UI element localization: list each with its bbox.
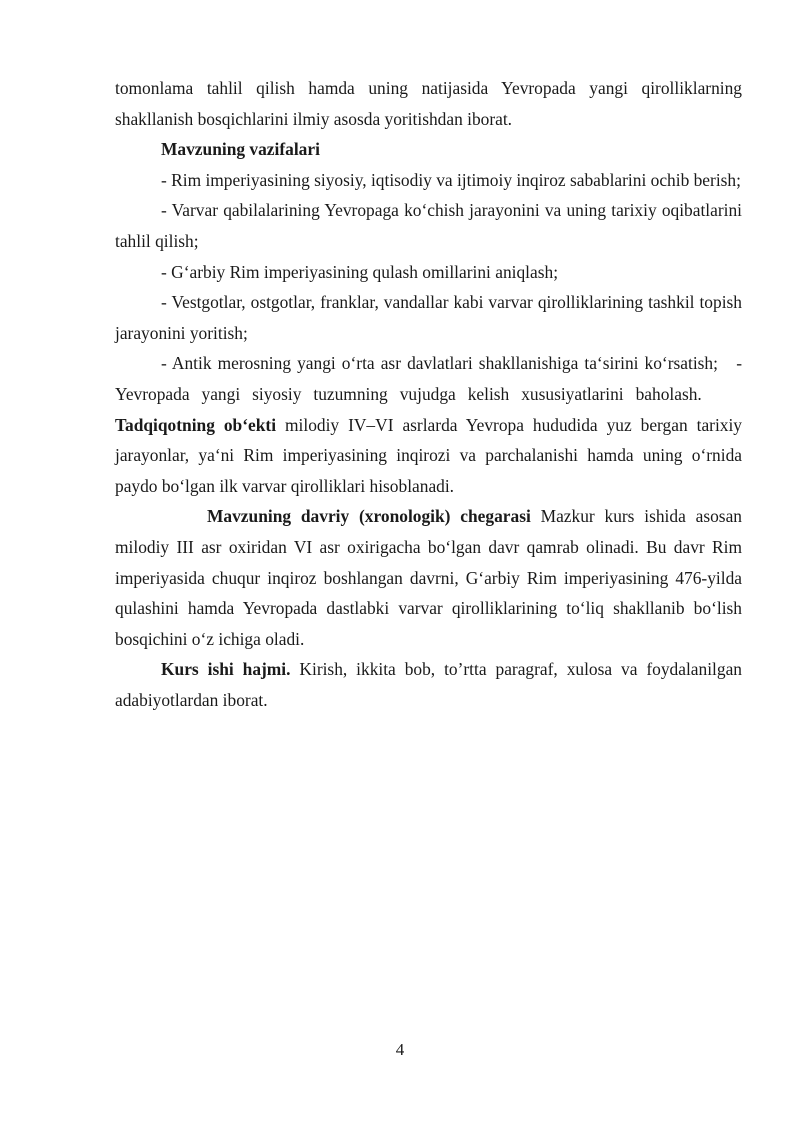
volume-label: Kurs ishi hajmi. bbox=[161, 659, 291, 680]
task-item: - Rim imperiyasining siyosiy, iqtisodiy va ijtimoiy inqiroz sabablarini ochib berish; bbox=[161, 169, 741, 190]
document-page bbox=[115, 73, 742, 715]
intro-continuation: tomonlama tahlil qilish hamda uning natijasida Yevropada yangi qirolliklarning shakllanish bosqichlarini ilmiy asosda yoritishdan iborat. bbox=[115, 78, 742, 129]
page-number: 4 bbox=[395, 1040, 405, 1059]
task-antik: - Antik merosning yangi o‘rta asr davlatlari shakllanishiga ta‘sirini ko‘rsatish; bbox=[161, 353, 718, 374]
chronology-paragraph bbox=[115, 501, 742, 654]
volume-text: Kirish, ikkita bob, to’rtta paragraf, xulosa va foydalanilgan adabiyotlardan iborat. bbox=[115, 659, 742, 710]
chronology-text: Mazkur kurs ishida asosan milodiy III asr oxiridan VI asr oxirigacha bo‘lgan davr qamrab olinadi. Bu davr Rim imperiyasida chuqur inqiroz boshlangan davrni, G‘arbiy Rim imperiyasining 476-yilda qulashini hamda Yevropada dastlabki varvar qirolliklarining to‘liq shakllanib bo‘lish bosqichini o‘z ichiga oladi. bbox=[115, 506, 742, 649]
task-yevropa: - Yevropada yangi siyosiy tuzumning vujudga kelish xususiyatlarini baholash. bbox=[115, 353, 742, 404]
tasks-heading: Mavzuning vazifalari bbox=[161, 139, 320, 160]
object-label: Tadqiqotning ob‘ekti bbox=[115, 414, 277, 435]
volume-paragraph bbox=[115, 654, 742, 715]
task-item: - G‘arbiy Rim imperiyasining qulash omillarini aniqlash; bbox=[161, 261, 559, 282]
task-item: - Vestgotlar, ostgotlar, franklar, vandallar kabi varvar qirolliklarining tashkil topish jarayonini yoritish; bbox=[115, 292, 742, 343]
merged-paragraph bbox=[115, 348, 742, 501]
task-item: - Varvar qabilalarining Yevropaga ko‘chish jarayonini va uning tarixiy oqibatlarini tahlil qilish; bbox=[115, 200, 742, 251]
chronology-label: Mavzuning davriy (xronologik) chegarasi bbox=[207, 506, 531, 527]
object-text: milodiy IV–VI asrlarda Yevropa hududida yuz bergan tarixiy jarayonlar, ya‘ni Rim imperiyasining inqirozi va parchalanishi hamda uning o‘rnida paydo bo‘lgan ilk varvar qirolliklari hisoblanadi. bbox=[115, 414, 743, 496]
